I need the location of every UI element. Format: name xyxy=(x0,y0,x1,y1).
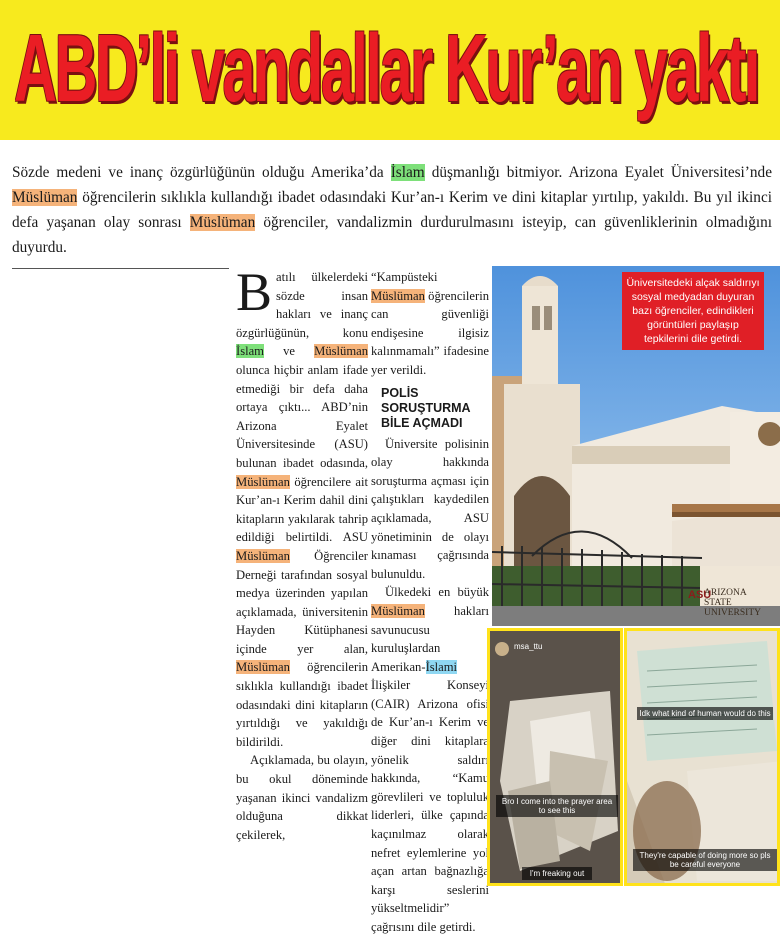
body-text: Ülkedeki en büyük xyxy=(385,585,489,600)
body-text: öğrencilere ait Kur’an-ı Kerim dahil dini kitapların yakılarak tahrip edildiği belirtildi. ASU xyxy=(236,474,368,545)
body-paragraph: Üniversite polisinin olay hakkında soruşturma açması için çalıştıkları kaydedilen açıklamada, ASU yönetiminin de olayı kınaması çağrısında bulunuldu. xyxy=(371,436,489,581)
social-screenshot-2 xyxy=(624,628,780,886)
body-text: öğrencilerin can güvenliği endişesine ilgisiz kalınmamalı” ifadesine yer verildi. xyxy=(371,288,489,377)
username-label: msa_ttu xyxy=(514,642,543,651)
keyword-highlight: Müslüman xyxy=(236,660,290,675)
social-screenshot-1 xyxy=(487,628,623,886)
story-caption: Bro I come into the prayer area to see this xyxy=(496,795,618,817)
headline: ABD’li vandallar Kur’an yaktı xyxy=(14,15,758,122)
body-text: olunca hiçbir anlam ifade etmediği bir defa daha ortaya çıktı... ABD’nin Arizona Eyalet Üniversitesinde (ASU) bulunan ibadet odasında, xyxy=(236,362,368,470)
intro-text: öğrenciler, vandalizmin durdurulmasını isteyip, can güvenliklerinin olmadığını duyurdu. xyxy=(12,214,772,256)
body-text: İlişkiler Konseyi (CAIR) Arizona ofisi de Kur’an-ı Kerim ve diğer dini kitaplara yönelik saldırı hakkında, “Kamu görevlileri ve topluluk liderleri, ülke çapında kaçınılmaz olarak nefret eylemlerine yol açan artan bağnazlığa karşı seslerini yükseltmelidir” çağrısını dile getirdi. xyxy=(371,678,489,934)
intro-text: öğrencilerin sıklıkla kullandığı ibadet odasındaki Kur’an-ı Kerim ve dini kitaplar yırtılıp, yakıldı. Bu yıl ikinci defa yaşanan olay sonrası xyxy=(12,189,772,231)
keyword-highlight: Müslüman xyxy=(236,474,290,489)
body-text: atılı ülkelerdeki sözde insan hakları ve inanç özgürlüğünün, konu xyxy=(236,270,368,340)
body-text: Öğrenciler Derneği tarafından sosyal medya üzerinden yapılan açıklamada, üniversitenin Hayden Kütüphanesi içinde yer alan, xyxy=(236,548,368,656)
sign-line: UNIVERSITY xyxy=(704,608,761,618)
body-text: hakları savunucusu kuruluşlardan Amerikan- xyxy=(371,603,489,674)
body-text: “Kampüsteki xyxy=(371,270,438,284)
divider xyxy=(12,268,229,269)
keyword-highlight: Müslüman xyxy=(189,214,256,231)
keyword-highlight: Müslüman xyxy=(371,288,425,303)
intro-text: düşmanlığı bitmiyor. Arizona Eyalet Üniversitesi’nde xyxy=(424,164,772,181)
university-sign xyxy=(688,588,776,618)
keyword-highlight: Müslüman xyxy=(12,189,78,206)
body-paragraph: Açıklamada, bu olayın, bu okul döneminde yaşanan ikinci vandalizm olduğuna dikkat çekilerek, xyxy=(236,753,368,842)
intro-text: Sözde medeni ve inanç özgürlüğünün olduğu Amerika’da xyxy=(12,164,391,181)
keyword-highlight: İslam xyxy=(390,164,425,181)
body-text: ve xyxy=(263,344,315,359)
story-caption: I'm freaking out xyxy=(522,867,592,880)
asu-logo: ASU xyxy=(688,589,712,601)
article-column-2 xyxy=(371,268,489,937)
sign-line: ARIZONA STATE xyxy=(704,588,747,608)
article-column-1 xyxy=(236,262,368,844)
story-caption: They're capable of doing more so pls be careful everyone xyxy=(633,849,777,871)
body-text: öğrencilerin sıklıkla kullandığı ibadet odasındaki dini kitapların yırtıldığı ve yakıldığı bildirildi. xyxy=(236,660,368,749)
keyword-highlight: Müslüman xyxy=(314,344,368,359)
headline-banner xyxy=(0,0,780,140)
burned-pages-image xyxy=(490,631,623,886)
keyword-highlight: İslami xyxy=(425,659,458,674)
drop-cap: B xyxy=(236,262,273,322)
quran-page-image xyxy=(627,631,780,886)
story-caption: Idk what kind of human would do this xyxy=(637,707,773,720)
intro-paragraph xyxy=(12,160,772,260)
subheading: POLİS SORUŞTURMA BİLE AÇMADI xyxy=(381,385,471,430)
keyword-highlight: İslam xyxy=(236,344,264,359)
keyword-highlight: Müslüman xyxy=(236,548,290,563)
keyword-highlight: Müslüman xyxy=(371,603,425,618)
photo-caption: Üniversitedeki alçak saldırıyı sosyal medyadan duyuran bazı öğrenciler, edindikleri görüntüleri paylaşıp tepkilerini dile getirdi. xyxy=(622,272,764,350)
